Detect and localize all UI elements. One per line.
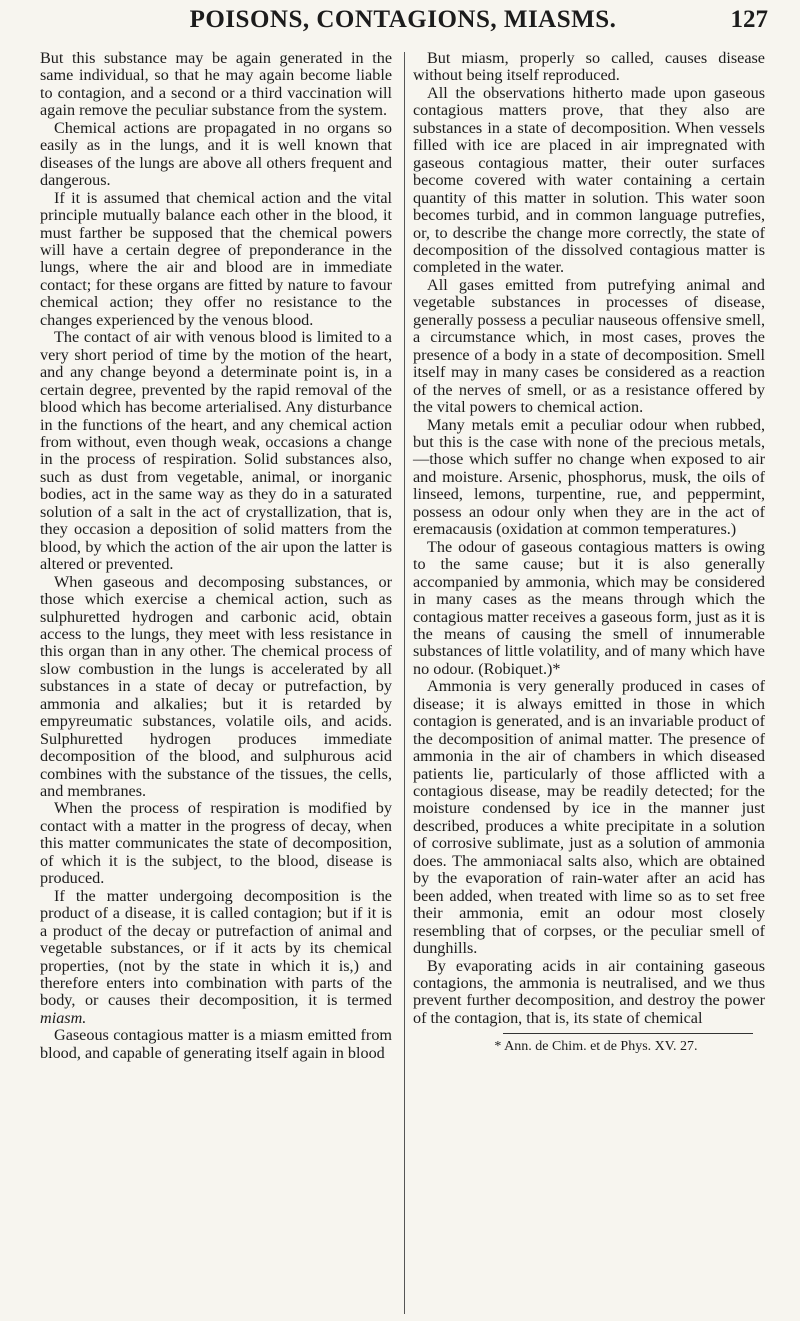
paragraph: But miasm, properly so called, causes disease without being itself reproduced. [413,49,765,85]
paragraph-with-term [40,888,392,1028]
column-divider [404,52,405,1314]
right-column [413,50,765,1056]
page-header [38,6,768,40]
paragraph: Chemical actions are propagated in no organs so easily as in the lungs, and it is well known that diseases of the lungs are above all others frequent and dangerous. [40,118,392,190]
paragraph: If it is assumed that chemical action and the vital principle mutually balance each other in the blood, it must farther be supposed that the chemical powers will have a certain degree of preponderance in the lungs, where the air and blood are in immediate contact; for these organs are fitted by nature to favour chemical action; they offer no resistance to the changes experienced by the venous blood. [40,188,392,329]
paragraph: When the process of respiration is modified by contact with a matter in the progress of decay, when this matter communicates the state of decomposition, of which it is the subject, to the blood, disease is produced. [40,799,392,888]
italic-term: miasm. [40,1008,87,1027]
paragraph: Many metals emit a peculiar odour when rubbed, but this is the case with none of the precious metals,—those which suffer no change when exposed to air and moisture. Arsenic, phosphorus, musk, the oils of linseed, lemons, turpentine, rue, and peppermint, possess an odour only when they are in the act of eremacausis (oxidation at common temperatures.) [413,415,765,539]
paragraph: But this substance may be again generated in the same individual, so that he may again become liable to contagion, and a second or a third vaccination will again remove the peculiar substance from the system. [40,49,392,120]
footnote-rule [503,1033,753,1034]
paragraph: Gaseous contagious matter is a miasm emitted from blood, and capable of generating itself again in blood [40,1026,392,1062]
paragraph: When gaseous and decomposing substances, or those which exercise a chemical action, such as sulphuretted hydrogen and carbonic acid, obtain access to the lungs, they meet with less resistance in this organ than in any other. The chemical process of slow combustion in the lungs is accelerated by all substances in a state of decay or putrefaction, by ammonia and alkalies; but it is retarded by empyreumatic substances, volatile oils, and acids. Sulphuretted hydrogen produces immediate decomposition of the blood, and sulphurous acid combines with the substance of the tissues, the cells, and membranes. [40,572,392,801]
running-title: POISONS, CONTAGIONS, MIASMS. [189,6,617,33]
paragraph: By evaporating acids in air containing gaseous contagions, the ammonia is neutralised, and we thus prevent further decomposition, and destroy the power of the contagion, that is, its state of chemical [413,956,765,1027]
footnote: * Ann. de Chim. et de Phys. XV. 27. [494,1039,698,1055]
paragraph: The odour of gaseous contagious matters is owing to the same cause; but it is also generally accompanied by ammonia, which may be considered in many cases as the means through which the contagious matter receives a gaseous form, just as it is the means of causing the smell of innumerable substances of little volatility, and of many which have no odour. (Robiquet.)* [413,537,765,678]
left-column [40,50,392,1062]
paragraph: Ammonia is very generally produced in cases of disease; it is always emitted in those in which contagion is generated, and is an invariable product of the decomposition of animal matter. The presence of ammonia in the air of chambers in which diseased patients lie, particularly of those afflicted with a contagious disease, may be readily detected; for the moisture condensed by ice in the manner just described, produces a white precipitate in a solution of corrosive sublimate, just as a solution of ammonia does. The ammoniacal salts also, which are obtained by the evaporation of rain-water after an acid has been added, when treated with lime so as to set free their ammonia, emit an odour most closely resembling that of corpses, or the peculiar smell of dunghills. [413,677,765,958]
page-number: 127 [730,6,768,33]
paragraph-text: If the matter undergoing decomposition is the product of a disease, it is called contagion; but if it is a product of the decay or putrefaction of animal and vegetable substances, or if it acts by its chemical properties, (not by the state in which it is,) and therefore enters into combination with parts of the body, or causes their decomposition, it is termed [40,886,392,1010]
paragraph: All the observations hitherto made upon gaseous contagious matters prove, that they also are substances in a state of decomposition. When vessels filled with ice are placed in air impregnated with gaseous contagious matter, their outer surfaces become covered with water containing a certain quantity of this matter in solution. This water soon becomes turbid, and in common language putrefies, or, to describe the change more correctly, the state of decomposition of the dissolved contagious matter is completed in the water. [413,83,765,277]
paragraph: The contact of air with venous blood is limited to a very short period of time by the motion of the heart, and any change beyond a determinate point is, in a certain degree, prevented by the rapid removal of the blood which has become arterialised. Any disturbance in the functions of the heart, and any chemical action from without, even though weak, occasions a change in the process of respiration. Solid substances also, such as dust from vegetable, animal, or inorganic bodies, act in the same way as they do in a saturated solution of a salt in the act of crystallization, that is, they occasion a deposition of solid matters from the blood, by which the action of the air upon the latter is altered or prevented. [40,328,392,574]
paragraph: All gases emitted from putrefying animal and vegetable substances in processes of disease, generally possess a peculiar nauseous offensive smell, a circumstance which, in most cases, proves the presence of a body in a state of decomposition. Smell itself may in many cases be considered as a reaction of the nerves of smell, or as a resistance offered by the vital powers to chemical action. [413,275,765,417]
